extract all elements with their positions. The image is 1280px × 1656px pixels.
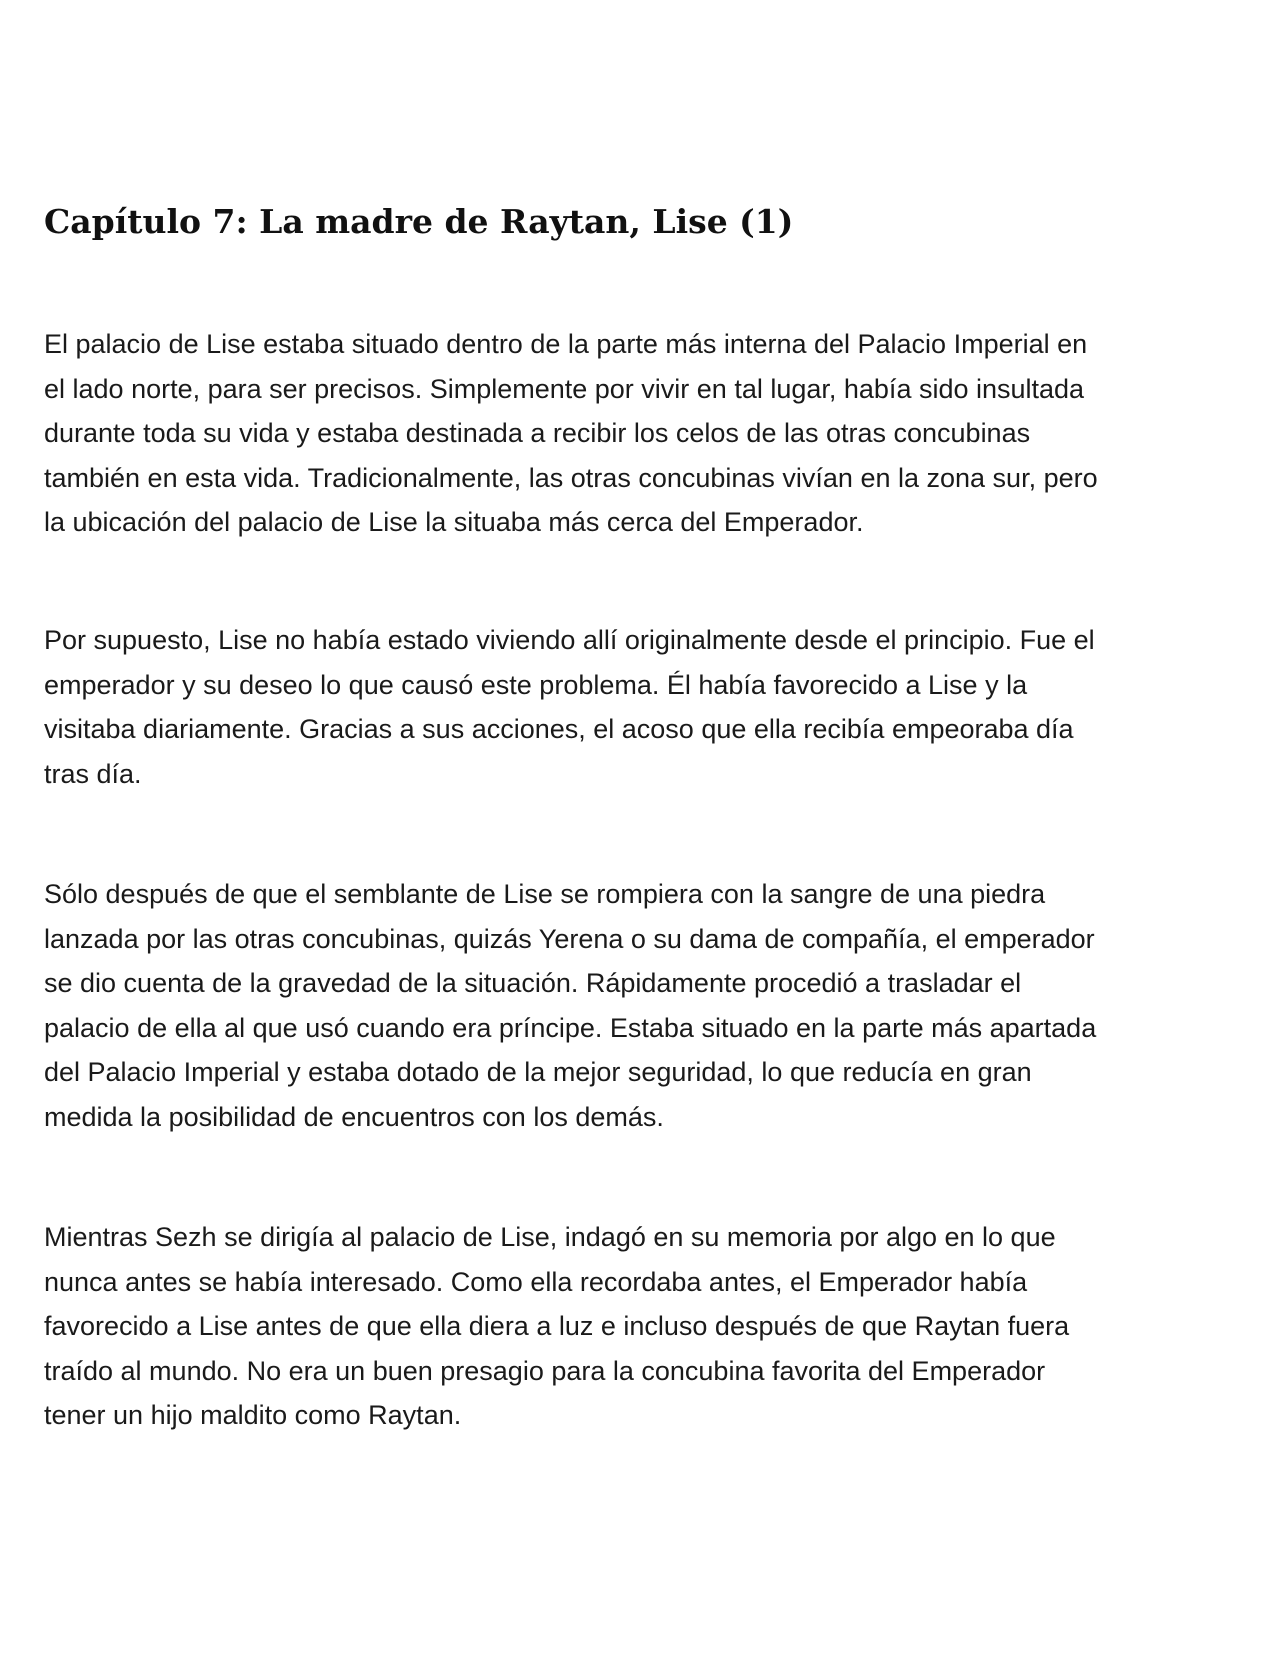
paragraph-line: traído al mundo. No era un buen presagio para la concubina favorita del Emperador — [44, 1355, 1046, 1386]
paragraph-line: Mientras Sezh se dirigía al palacio de Lise, indagó en su memoria por algo en lo que — [44, 1222, 1056, 1252]
paragraph-line: visitaba diariamente. Gracias a sus acciones, el acoso que ella recibía empeoraba día — [44, 714, 1074, 744]
paragraph-line: medida la posibilidad de encuentros con los demás. — [44, 1101, 664, 1132]
paragraph-line: Sólo después de que el semblante de Lise se rompiera con la sangre de una piedra — [44, 879, 1046, 909]
paragraph-line: la ubicación del palacio de Lise la situaba más cerca del Emperador. — [44, 507, 864, 537]
paragraph-line: se dio cuenta de la gravedad de la situación. Rápidamente procedió a trasladar el — [44, 968, 1022, 998]
paragraph-line: nunca antes se había interesado. Como ella recordaba antes, el Emperador había — [44, 1266, 1028, 1297]
paragraph-3 — [44, 872, 1244, 1139]
paragraph-4 — [44, 1215, 1244, 1438]
paragraph-line: el lado norte, para ser precisos. Simplemente por vivir en tal lugar, había sido insultada — [44, 373, 1085, 404]
paragraph-line: tras día. — [44, 758, 142, 789]
paragraph-line: El palacio de Lise estaba situado dentro de la parte más interna del Palacio Imperial en — [44, 329, 1088, 359]
paragraph-line: tener un hijo maldito como Raytan. — [44, 1400, 462, 1430]
paragraph-line: favorecido a Lise antes de que ella diera a luz e incluso después de que Raytan fuera — [44, 1311, 1070, 1341]
paragraph-line: durante toda su vida y estaba destinada a recibir los celos de las otras concubinas — [44, 418, 1031, 448]
paragraph-line: del Palacio Imperial y estaba dotado de la mejor seguridad, lo que reducía en gran — [44, 1057, 1032, 1087]
paragraph-1 — [44, 322, 1244, 545]
paragraph-line: emperador y su deseo lo que causó este problema. Él había favorecido a Lise y la — [44, 669, 1028, 700]
chapter-title: Capítulo 7: La madre de Raytan, Lise (1) — [44, 202, 794, 241]
paragraph-line: Por supuesto, Lise no había estado viviendo allí originalmente desde el principio. Fue el — [44, 625, 1095, 655]
paragraph-line: también en esta vida. Tradicionalmente, las otras concubinas vivían en la zona sur, pero — [44, 462, 1098, 493]
paragraph-line: palacio de ella al que usó cuando era príncipe. Estaba situado en la parte más apartada — [44, 1012, 1097, 1043]
paragraph-2 — [44, 618, 1244, 796]
paragraph-line: lanzada por las otras concubinas, quizás Yerena o su dama de compañía, el emperador — [44, 923, 1095, 954]
